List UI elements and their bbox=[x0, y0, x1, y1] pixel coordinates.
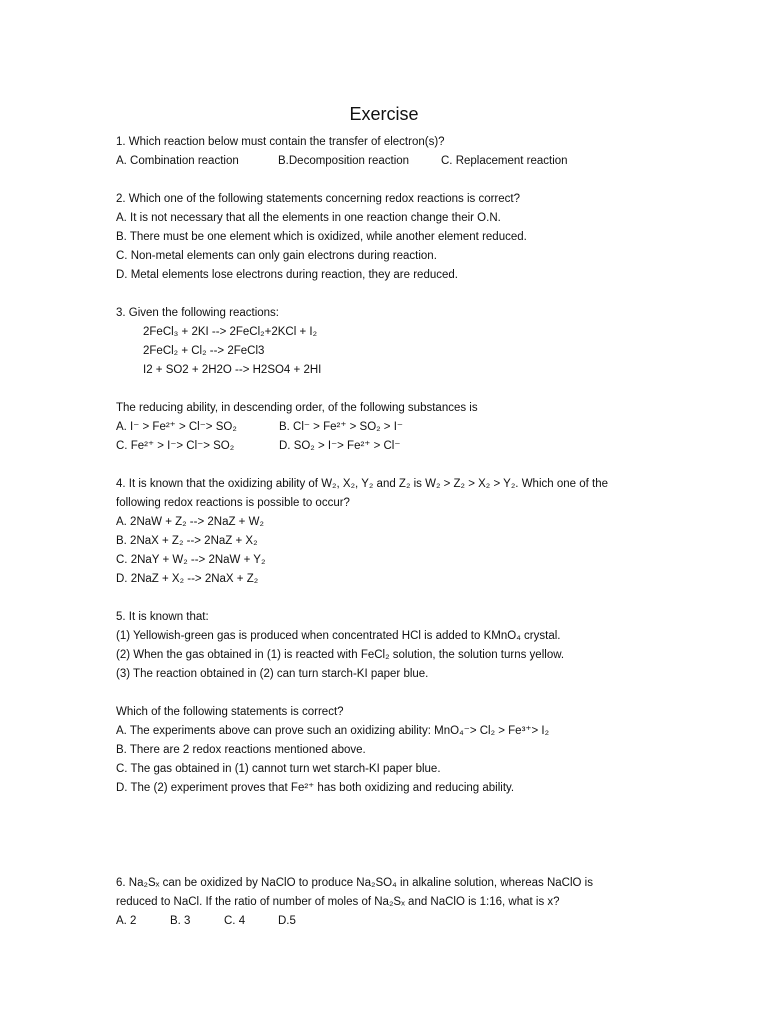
page-title: Exercise bbox=[349, 104, 419, 124]
q2-option-a: A. It is not necessary that all the elements in one reaction change their O.N. bbox=[116, 212, 501, 224]
q5-stem: 5. It is known that: bbox=[116, 611, 209, 623]
q2-option-b: B. There must be one element which is oxidized, while another element reduced. bbox=[116, 231, 527, 243]
q5-fact-1: (1) Yellowish-green gas is produced when concentrated HCl is added to KMnO₄ crystal. bbox=[116, 630, 561, 642]
q6-stem-line-2: reduced to NaCl. If the ratio of number of moles of Na₂Sₓ and NaClO is 1:16, what is x? bbox=[116, 896, 560, 908]
q4-option-b: B. 2NaX + Z₂ --> 2NaZ + X₂ bbox=[116, 535, 258, 547]
q3-reaction-1: 2FeCl₃ + 2KI --> 2FeCl₂+2KCl + I₂ bbox=[143, 326, 318, 338]
q6-option-d: D.5 bbox=[278, 915, 296, 927]
q3-option-d: D. SO₂ > I⁻> Fe²⁺ > Cl⁻ bbox=[279, 440, 401, 452]
q4-stem-line-2: following redox reactions is possible to occur? bbox=[116, 497, 350, 509]
q3-stem: 3. Given the following reactions: bbox=[116, 307, 280, 319]
q4-option-d: D. 2NaZ + X₂ --> 2NaX + Z₂ bbox=[116, 573, 259, 585]
q4-option-a: A. 2NaW + Z₂ --> 2NaZ + W₂ bbox=[116, 516, 264, 528]
q1-option-b: B.Decomposition reaction bbox=[278, 155, 410, 167]
q2-option-d: D. Metal elements lose electrons during reaction, they are reduced. bbox=[116, 269, 458, 281]
q5-fact-2: (2) When the gas obtained in (1) is reacted with FeCl₂ solution, the solution turns yellow. bbox=[116, 649, 565, 661]
q3-reaction-2: 2FeCl₂ + Cl₂ --> 2FeCl3 bbox=[143, 345, 265, 357]
q3-options-row-1 bbox=[116, 419, 516, 435]
q5-option-d: D. The (2) experiment proves that Fe²⁺ has both oxidizing and reducing ability. bbox=[116, 782, 515, 794]
q6-option-c: C. 4 bbox=[224, 915, 246, 927]
q4-option-c: C. 2NaY + W₂ --> 2NaW + Y₂ bbox=[116, 554, 266, 566]
q3-option-b: B. Cl⁻ > Fe²⁺ > SO₂ > I⁻ bbox=[279, 421, 403, 433]
q3-option-a: A. I⁻ > Fe²⁺ > Cl⁻> SO₂ bbox=[116, 421, 237, 433]
q6-stem-line-1: 6. Na₂Sₓ can be oxidized by NaClO to produce Na₂SO₄ in alkaline solution, whereas NaClO is bbox=[116, 877, 593, 889]
q3-question: The reducing ability, in descending order, of the following substances is bbox=[116, 402, 478, 414]
q6-option-a: A. 2 bbox=[116, 915, 137, 927]
q5-option-b: B. There are 2 redox reactions mentioned above. bbox=[116, 744, 366, 756]
q1-option-c: C. Replacement reaction bbox=[441, 155, 568, 167]
q1-options-row bbox=[116, 153, 636, 169]
q2-option-c: C. Non-metal elements can only gain electrons during reaction. bbox=[116, 250, 437, 262]
q1-stem: 1. Which reaction below must contain the transfer of electron(s)? bbox=[116, 136, 445, 148]
q5-question: Which of the following statements is correct? bbox=[116, 706, 344, 718]
q1-option-a: A. Combination reaction bbox=[116, 155, 239, 167]
q5-option-a: A. The experiments above can prove such an oxidizing ability: MnO₄⁻> Cl₂ > Fe³⁺> I₂ bbox=[116, 725, 550, 737]
q6-option-b: B. 3 bbox=[170, 915, 191, 927]
q5-option-c: C. The gas obtained in (1) cannot turn wet starch-KI paper blue. bbox=[116, 763, 441, 775]
q2-stem: 2. Which one of the following statements concerning redox reactions is correct? bbox=[116, 193, 520, 205]
q6-options-row bbox=[116, 913, 336, 929]
q4-stem-line-1: 4. It is known that the oxidizing ability of W₂, X₂, Y₂ and Z₂ is W₂ > Z₂ > X₂ > Y₂. Which one of the bbox=[116, 478, 608, 490]
q3-reaction-3: I2 + SO2 + 2H2O --> H2SO4 + 2HI bbox=[143, 364, 322, 376]
q3-option-c: C. Fe²⁺ > I⁻> Cl⁻> SO₂ bbox=[116, 440, 235, 452]
q3-options-row-2 bbox=[116, 438, 516, 454]
q5-fact-3: (3) The reaction obtained in (2) can turn starch-KI paper blue. bbox=[116, 668, 429, 680]
